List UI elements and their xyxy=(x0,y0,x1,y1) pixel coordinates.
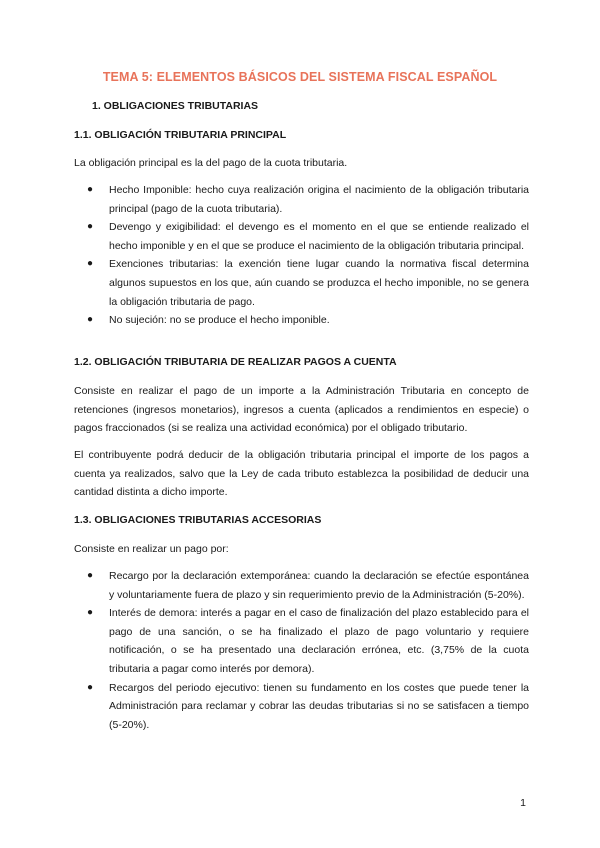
list-item: ● Devengo y exigibilidad: el devengo es el momento en el que se entiende realizado el hecho imponible y en el que se produce el nacimiento de la obligación tributaria principal. xyxy=(74,218,529,255)
paragraph-pagos-cuenta-1: Consiste en realizar el pago de un importe a la Administración Tributaria en concepto de retenciones (ingresos monetarios), ingresos a cuenta (aplicados a rendimientos en especie) o pagos fraccionados (si se realiza una actividad económica) por el obligado tributario. xyxy=(74,385,529,435)
section-heading-1-3: 1.3. OBLIGACIONES TRIBUTARIAS ACCESORIAS xyxy=(74,514,322,526)
bullet-icon: ● xyxy=(87,258,94,270)
section-heading-1-1: 1.1. OBLIGACIÓN TRIBUTARIA PRINCIPAL xyxy=(74,129,287,141)
section-heading-1-2: 1.2. OBLIGACIÓN TRIBUTARIA DE REALIZAR PAGOS A CUENTA xyxy=(74,356,397,368)
list-item: ● Hecho Imponible: hecho cuya realización origina el nacimiento de la obligación tributaria principal (pago de la cuota tributaria). xyxy=(74,181,529,218)
bullet-icon: ● xyxy=(87,221,94,233)
list-item: ● Interés de demora: interés a pagar en el caso de finalización del plazo establecido para el pago de una sanción, o se ha finalizado el plazo de pago voluntario y requiere notificación, o se ha presentado una declaración errónea, etc. (3,75% de la cuota tributaria a pagar como interés por demora). xyxy=(74,604,529,678)
paragraph-accesorias-intro: Consiste en realizar un pago por: xyxy=(74,543,229,555)
bullet-list-principal xyxy=(74,181,529,330)
bullet-icon: ● xyxy=(87,184,94,195)
page-number: 1 xyxy=(520,797,526,809)
bullet-icon: ● xyxy=(87,314,94,326)
bullet-icon: ● xyxy=(87,681,94,693)
bullet-icon: ● xyxy=(87,607,94,619)
list-item: ● Recargos del periodo ejecutivo: tienen su fundamento en los costes que puede tener la Administración para reclamar y cobrar las deudas tributarias si no se satisfacen a tiempo (5-20%). xyxy=(74,679,529,735)
section-heading-1: 1. OBLIGACIONES TRIBUTARIAS xyxy=(92,100,259,112)
bullet-list-accesorias xyxy=(74,567,529,734)
paragraph-principal-intro: La obligación principal es la del pago de la cuota tributaria. xyxy=(74,157,348,169)
list-item: ● Exenciones tributarias: la exención tiene lugar cuando la normativa fiscal determina algunos supuestos en los que, aún cuando se produzca el hecho imponible, no se genera la obligación tributaria de pago. xyxy=(74,255,529,311)
paragraph-pagos-cuenta-2: El contribuyente podrá deducir de la obligación tributaria principal el importe de los pagos a cuenta ya realizados, salvo que la Ley de cada tributo establezca la posibilidad de deducir una cantidad distinta a dicho importe. xyxy=(74,449,529,499)
document-title: TEMA 5: ELEMENTOS BÁSICOS DEL SISTEMA FISCAL ESPAÑOL xyxy=(102,70,498,84)
bullet-icon: ● xyxy=(87,570,94,581)
list-item: ● Recargo por la declaración extemporánea: cuando la declaración se efectúe espontánea y voluntariamente fuera de plazo y sin requerimiento previo de la Administración (5-20%). xyxy=(74,567,529,604)
list-item: ● No sujeción: no se produce el hecho imponible. xyxy=(74,311,529,330)
